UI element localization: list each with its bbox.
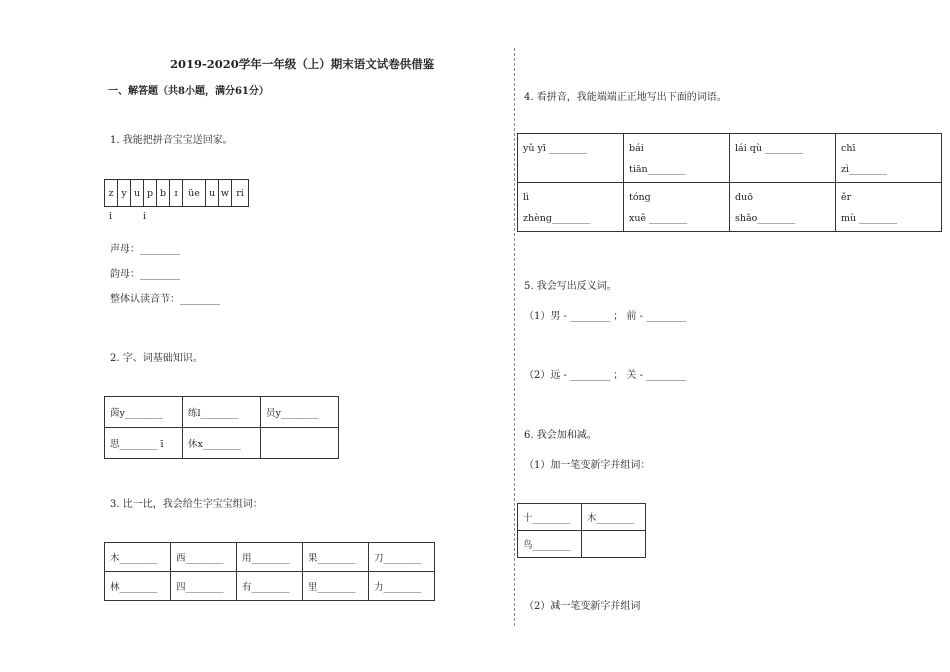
q4-table	[517, 133, 942, 232]
cell-line: zì________	[841, 164, 888, 175]
cell-line: xuě ________	[629, 213, 688, 224]
cell-line: tiān________	[629, 164, 686, 175]
table-cell: 鸟________	[518, 531, 582, 558]
question-3: 3. 比一比，我会给生字宝宝组词：	[110, 499, 263, 510]
table-cell	[624, 134, 730, 183]
antonym-line-2: （2）远 - ________ ； 关 - ________	[524, 370, 687, 381]
table-cell: 四________	[171, 572, 237, 601]
table-cell: 木________	[582, 504, 646, 531]
table-cell	[730, 183, 836, 232]
table-row	[105, 572, 435, 601]
cell-line: lái qù ________	[735, 143, 803, 154]
table-cell: üe	[183, 180, 206, 207]
table-cell	[624, 183, 730, 232]
table-cell: 十________	[518, 504, 582, 531]
column-divider	[514, 48, 515, 626]
cell-line: yǔ yī ________	[523, 143, 587, 154]
table-cell	[730, 134, 836, 183]
antonym-line-1: （1）男 - ________ ； 前 - ________	[524, 311, 687, 322]
table-cell: 刀________	[369, 543, 435, 572]
question-1: 1. 我能把拼音宝宝送回家。	[110, 135, 233, 146]
table-row	[105, 428, 339, 459]
table-cell: p	[144, 180, 157, 207]
table-row	[518, 504, 646, 531]
table-cell	[836, 183, 942, 232]
table-cell: ri	[232, 180, 249, 207]
table-cell	[518, 134, 624, 183]
cell-line: mù ________	[841, 213, 898, 224]
page-title: 2019-2020学年一年级（上）期末语文试卷供借鉴	[170, 57, 435, 71]
whole-syllables-line: 整体认读音节：________	[110, 294, 220, 305]
cell-line: bái	[629, 143, 644, 154]
pinyin-i-2: i	[143, 211, 147, 222]
initials-line: 声母：________	[110, 244, 180, 255]
table-cell: 员y________	[261, 397, 339, 428]
table-row	[518, 134, 942, 183]
table-cell: 用________	[237, 543, 303, 572]
table-row	[105, 543, 435, 572]
table-cell: 林________	[105, 572, 171, 601]
table-row	[105, 180, 249, 207]
q2-table	[104, 396, 339, 459]
table-row	[518, 531, 646, 558]
table-cell	[836, 134, 942, 183]
table-cell	[518, 183, 624, 232]
table-cell: w	[219, 180, 232, 207]
finals-line: 韵母：________	[110, 269, 180, 280]
q3-table	[104, 542, 435, 601]
table-cell: 力________	[369, 572, 435, 601]
q6-part-2: （2）减一笔变新字并组词	[524, 601, 641, 612]
table-cell: ɪ	[170, 180, 183, 207]
table-row	[105, 397, 339, 428]
table-cell	[261, 428, 339, 459]
table-cell: y	[118, 180, 131, 207]
table-cell: 果________	[303, 543, 369, 572]
table-row	[518, 183, 942, 232]
table-cell: 里________	[303, 572, 369, 601]
cell-line: ěr	[841, 192, 852, 203]
question-6: 6. 我会加和减。	[524, 430, 597, 441]
cell-line: tóng	[629, 192, 651, 203]
table-cell: 休x________	[183, 428, 261, 459]
q6-table	[517, 503, 646, 558]
table-cell: 有________	[237, 572, 303, 601]
table-cell: b	[157, 180, 170, 207]
section-heading: 一、解答题（共8小题，满分61分）	[108, 86, 269, 97]
cell-line: shǎo________	[735, 213, 796, 224]
pinyin-table	[104, 179, 249, 207]
cell-line: duō	[735, 192, 753, 203]
question-4: 4. 看拼音，我能端端正正地写出下面的词语。	[524, 92, 727, 103]
cell-line: chī	[841, 143, 856, 154]
table-cell: 练l________	[183, 397, 261, 428]
question-2: 2. 字、词基础知识。	[110, 353, 203, 364]
pinyin-i-1: i	[109, 211, 113, 222]
table-cell: 木________	[105, 543, 171, 572]
table-cell: z	[105, 180, 118, 207]
table-cell	[582, 531, 646, 558]
table-cell: 思________ ī	[105, 428, 183, 459]
question-5: 5. 我会写出反义词。	[524, 281, 617, 292]
cell-line: lì	[523, 192, 530, 203]
cell-line: zhèng________	[523, 213, 590, 224]
table-cell: 西________	[171, 543, 237, 572]
table-cell: 茵y________	[105, 397, 183, 428]
table-cell: u	[131, 180, 144, 207]
q6-part-1: （1）加一笔变新字并组词：	[524, 460, 651, 471]
table-cell: u	[206, 180, 219, 207]
